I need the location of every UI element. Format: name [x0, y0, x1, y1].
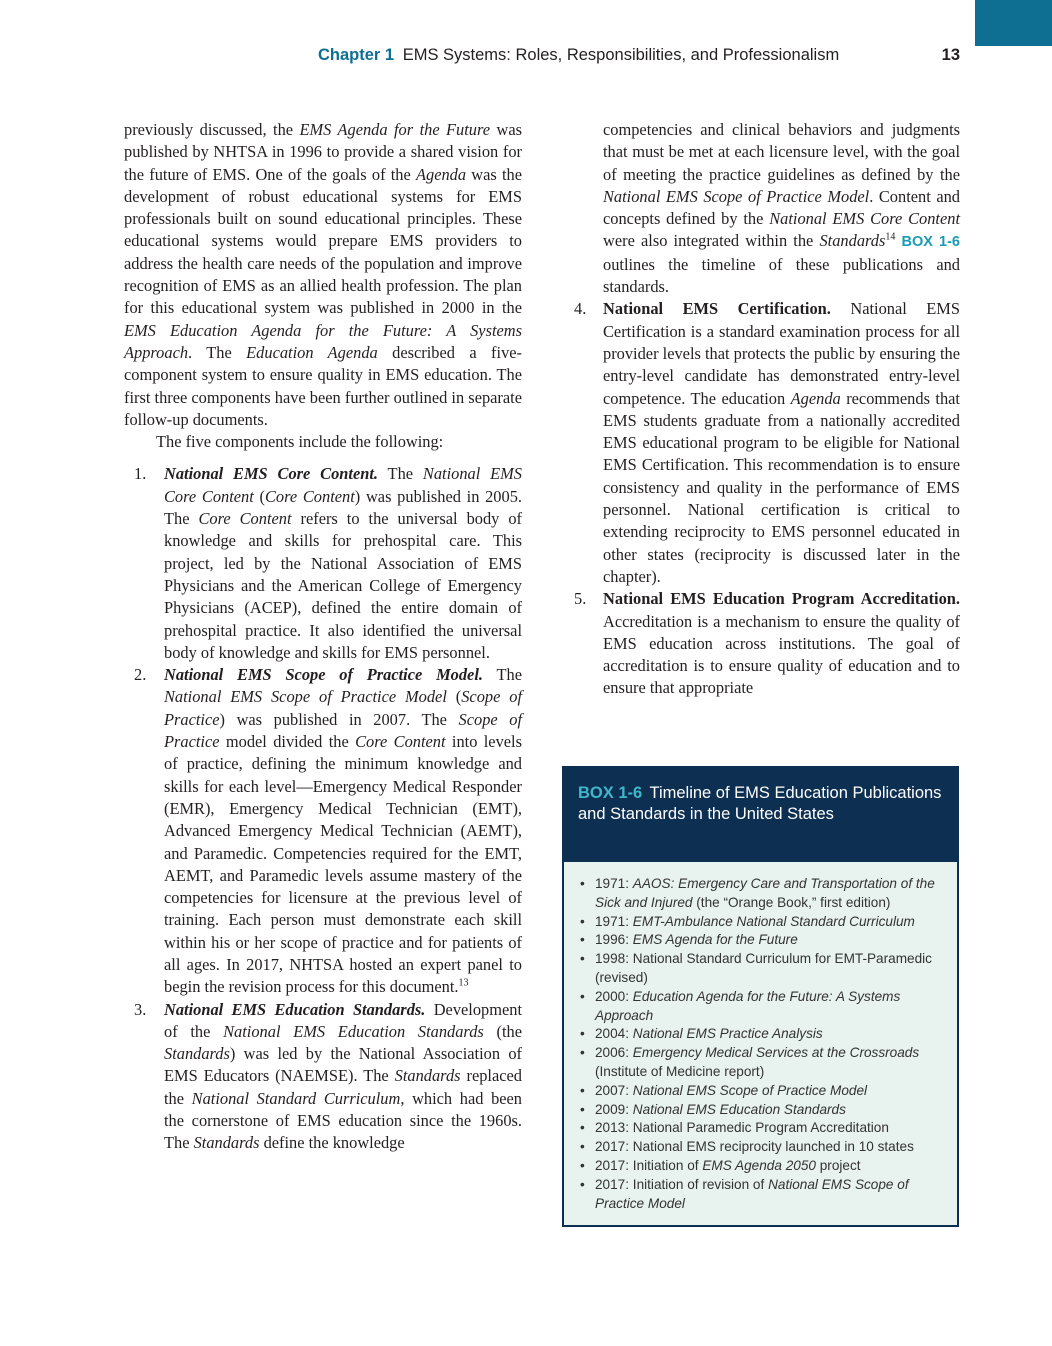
timeline-list — [564, 862, 957, 1213]
page-number: 13 — [941, 46, 960, 64]
box-title: Timeline of EMS Education Publications and Standards in the United States — [578, 784, 942, 823]
chapter-title: EMS Systems: Roles, Responsibilities, and Professionalism — [402, 46, 840, 64]
list-item-continuation: competencies and clinical behaviors and judgments that must be met at each licensure level, with the goal of meeting the practice guidelines as defined by the National EMS Scope of Practice Model. Content and concepts defined by the National EMS Core Content were also integrated within the Standards$^{14}$ BOX 1-6 outlines the timeline of these publications and standards. — [603, 120, 961, 297]
box-header — [564, 768, 957, 862]
timeline-item: • 2006: Emergency Medical Services at the Crossroads (Institute of Medicine report) — [578, 1044, 947, 1082]
running-head — [318, 46, 962, 70]
footnote-ref-14: 14 — [885, 232, 896, 244]
list-item-education-standards: 3. National EMS Education Standards. Development of the National EMS Education Standards (the Standards) was led by the National Association of EMS Educators (NAEMSE). The Standards replaced the National Standard Curriculum, which had been the cornerstone of EMS education since the 1960s. The Standards define the knowledge — [134, 999, 523, 1153]
timeline-item: • 2017: Initiation of EMS Agenda 2050 project — [578, 1157, 947, 1176]
left-column — [124, 119, 522, 1155]
list-item-certification: 4. National EMS Certification. National EMS Certification is a standard examination process for all provider levels that protects the public by ensuring the entry-level candidate has demonstrated entry-level competence. The education Agenda recommends that EMS students graduate from a nationally accredited EMS educational program to be eligible for National EMS Certification. This recommendation is to ensure consistency and quality in the performance of EMS personnel. National certification is critical to extending reciprocity to EMS personnel educated in other states (reciprocity is discussed later in the chapter). — [574, 299, 960, 586]
page-corner-tab — [975, 0, 1052, 46]
list-item-core-content: 1. National EMS Core Content. The National EMS Core Content (Core Content) was published in 2005. The Core Content refers to the universal body of knowledge and skills for prehospital care. This project, led by the National Association of EMS Physicians and the American College of Emergency Physicians (ACEP), defined the entire domain of prehospital practice. It also identified the universal body of knowledge and skills for EMS personnel. — [134, 464, 522, 662]
timeline-item: • 2004: National EMS Practice Analysis — [578, 1025, 947, 1044]
timeline-item: • 2009: National EMS Education Standards — [578, 1101, 947, 1120]
timeline-item: • 2017: National EMS reciprocity launched in 10 states — [578, 1138, 947, 1157]
footnote-ref-13: 13 — [458, 977, 469, 989]
timeline-box — [562, 766, 959, 1227]
list-item-scope-of-practice: 2. National EMS Scope of Practice Model. The National EMS Scope of Practice Model (Scope of Practice) was published in 2007. The Scope of Practice model divided the Core Content into levels of practice, defining the minimum knowledge and skills for each level—Emergency Medical Responder (EMR), Emergency Medical Technician (EMT), Advanced Emergency Medical Technician (AEMT), and Paramedic. Competencies required for the EMT, AEMT, and Paramedic levels assume mastery of the competencies for licensure at the previous level of training. Each person must demonstrate each skill within his or her scope of practice and for patients of all ages. In 2017, NHTSA hosted an expert panel to begin the revision process for this document.$^{13}$ — [134, 665, 522, 997]
components-lead-in: The five components include the following: — [156, 432, 444, 452]
right-column — [574, 119, 960, 700]
timeline-item: • 1971: AAOS: Emergency Care and Transportation of the Sick and Injured (the “Orange Book,” first edition) — [578, 875, 947, 913]
timeline-item: • 1998: National Standard Curriculum for EMT-Paramedic (revised) — [578, 950, 947, 988]
timeline-item: • 2007: National EMS Scope of Practice Model — [578, 1082, 947, 1101]
timeline-item: • 1996: EMS Agenda for the Future — [578, 931, 947, 950]
timeline-item: • 2013: National Paramedic Program Accreditation — [578, 1119, 947, 1138]
timeline-item: • 2017: Initiation of revision of National EMS Scope of Practice Model — [578, 1176, 947, 1214]
intro-paragraph: previously discussed, the EMS Agenda for the Future was published by NHTSA in 1996 to provide a shared vision for the future of EMS. One of the goals of the Agenda was the development of robust educational systems for EMS professionals built on sound educational principles. These educational systems would prepare EMS providers to address the health care needs of the population and improve recognition of EMS as an allied health profession. The plan for this educational system was published in 2000 in the EMS Education Agenda for the Future: A Systems Approach. The Education Agenda described a five-component system to ensure quality in EMS education. The first three components have been further outlined in separate follow-up documents. — [124, 120, 522, 429]
components-list-continued — [574, 119, 960, 700]
box-reference-link[interactable]: BOX 1-6 — [901, 234, 960, 251]
box-label: BOX 1-6 — [578, 784, 643, 802]
timeline-item: • 2000: Education Agenda for the Future: A Systems Approach — [578, 988, 947, 1026]
timeline-item: • 1971: EMT-Ambulance National Standard Curriculum — [578, 913, 947, 932]
list-item-accreditation: 5. National EMS Education Program Accreditation. Accreditation is a mechanism to ensure the quality of EMS education across institutions. The goal of accreditation is to ensure quality of education and to ensure that appropriate — [574, 589, 960, 698]
components-list — [124, 463, 522, 1154]
chapter-label: Chapter 1 — [318, 46, 395, 64]
